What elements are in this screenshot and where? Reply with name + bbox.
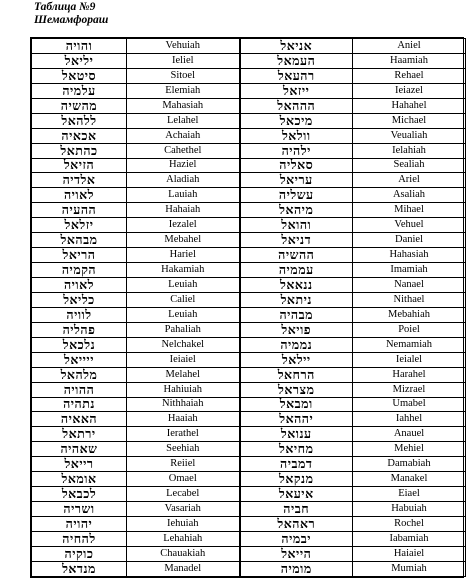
latin-name-right: Nithael bbox=[353, 292, 466, 307]
latin-name-left: Manadel bbox=[127, 561, 240, 576]
hebrew-name-right: יבמיה bbox=[240, 531, 353, 546]
latin-name-right: Hahasiah bbox=[353, 248, 466, 263]
hebrew-name-left: אומאל bbox=[32, 472, 127, 487]
table-row bbox=[32, 53, 466, 68]
latin-name-left: Ieliel bbox=[127, 53, 240, 68]
hebrew-name-right: ניתאל bbox=[240, 292, 353, 307]
hebrew-name-left: נלכאל bbox=[32, 337, 127, 352]
latin-name-left: Aladiah bbox=[127, 173, 240, 188]
table-row bbox=[32, 367, 466, 382]
latin-name-right: Rochel bbox=[353, 517, 466, 532]
table-row bbox=[32, 472, 466, 487]
hebrew-name-right: ייזאל bbox=[240, 83, 353, 98]
latin-name-right: Mehiel bbox=[353, 442, 466, 457]
table-row bbox=[32, 188, 466, 203]
latin-name-right: Iabamiah bbox=[353, 531, 466, 546]
hebrew-name-right: דמביה bbox=[240, 457, 353, 472]
hebrew-name-left: הקמיה bbox=[32, 263, 127, 278]
hebrew-name-left: ללהאל bbox=[32, 113, 127, 128]
latin-name-left: Mahasiah bbox=[127, 98, 240, 113]
hebrew-name-right: סאליה bbox=[240, 158, 353, 173]
hebrew-name-right: מיהאל bbox=[240, 203, 353, 218]
hebrew-name-right: הההאל bbox=[240, 98, 353, 113]
table-row bbox=[32, 382, 466, 397]
table-row bbox=[32, 397, 466, 412]
latin-name-left: Lelahel bbox=[127, 113, 240, 128]
latin-name-right: Rehael bbox=[353, 68, 466, 83]
latin-name-left: Ieiaiel bbox=[127, 352, 240, 367]
table-row bbox=[32, 248, 466, 263]
latin-name-left: Iehuiah bbox=[127, 517, 240, 532]
hebrew-name-left: נתהיה bbox=[32, 397, 127, 412]
hebrew-name-left: מנדאל bbox=[32, 561, 127, 576]
latin-name-right: Damabiah bbox=[353, 457, 466, 472]
table-row bbox=[32, 337, 466, 352]
latin-name-right: Veualiah bbox=[353, 128, 466, 143]
hebrew-name-left: רייאל bbox=[32, 457, 127, 472]
latin-name-right: Hahahel bbox=[353, 98, 466, 113]
hebrew-name-right: מיכאל bbox=[240, 113, 353, 128]
latin-name-left: Hakamiah bbox=[127, 263, 240, 278]
hebrew-name-left: יזלאל bbox=[32, 218, 127, 233]
hebrew-name-right: יההאל bbox=[240, 412, 353, 427]
angel-names-table bbox=[30, 37, 464, 578]
latin-name-right: Haiaiel bbox=[353, 546, 466, 561]
hebrew-name-left: סיטאל bbox=[32, 68, 127, 83]
latin-name-right: Iahhel bbox=[353, 412, 466, 427]
hebrew-name-right: ננאאל bbox=[240, 278, 353, 293]
hebrew-name-right: הייאל bbox=[240, 546, 353, 561]
table-row bbox=[32, 113, 466, 128]
latin-name-left: Seehiah bbox=[127, 442, 240, 457]
latin-name-left: Melahel bbox=[127, 367, 240, 382]
hebrew-name-right: מצראל bbox=[240, 382, 353, 397]
latin-name-right: Manakel bbox=[353, 472, 466, 487]
hebrew-name-left: יליאל bbox=[32, 53, 127, 68]
table-row bbox=[32, 427, 466, 442]
hebrew-name-left: לאויה bbox=[32, 278, 127, 293]
latin-name-right: Umabel bbox=[353, 397, 466, 412]
latin-name-left: Iezalel bbox=[127, 218, 240, 233]
table-row bbox=[32, 502, 466, 517]
table-row bbox=[32, 457, 466, 472]
latin-name-right: Harahel bbox=[353, 367, 466, 382]
hebrew-name-left: כליאל bbox=[32, 292, 127, 307]
table-subtitle: Шемамфораш bbox=[34, 14, 109, 26]
table-row bbox=[32, 218, 466, 233]
latin-name-right: Ielahiah bbox=[353, 143, 466, 158]
latin-name-right: Asaliah bbox=[353, 188, 466, 203]
latin-name-left: Achaiah bbox=[127, 128, 240, 143]
table-row bbox=[32, 39, 466, 54]
latin-name-right: Mizrael bbox=[353, 382, 466, 397]
table-row bbox=[32, 158, 466, 173]
latin-name-right: Ieialel bbox=[353, 352, 466, 367]
hebrew-name-right: דניאל bbox=[240, 233, 353, 248]
latin-name-left: Reiiel bbox=[127, 457, 240, 472]
latin-name-left: Leuiah bbox=[127, 307, 240, 322]
latin-name-right: Aniel bbox=[353, 39, 466, 54]
latin-name-left: Vasariah bbox=[127, 502, 240, 517]
latin-name-left: Vehuiah bbox=[127, 39, 240, 54]
hebrew-name-right: פויאל bbox=[240, 322, 353, 337]
hebrew-name-left: ההעיה bbox=[32, 203, 127, 218]
hebrew-name-left: מבהאל bbox=[32, 233, 127, 248]
latin-name-left: Hahiuiah bbox=[127, 382, 240, 397]
latin-name-left: Chauakiah bbox=[127, 546, 240, 561]
latin-name-left: Hahaiah bbox=[127, 203, 240, 218]
latin-name-left: Ierathel bbox=[127, 427, 240, 442]
hebrew-name-right: נממיה bbox=[240, 337, 353, 352]
hebrew-name-right: עריאל bbox=[240, 173, 353, 188]
latin-name-left: Cahethel bbox=[127, 143, 240, 158]
hebrew-name-left: לאויה bbox=[32, 188, 127, 203]
latin-name-left: Elemiah bbox=[127, 83, 240, 98]
hebrew-name-left: לוויה bbox=[32, 307, 127, 322]
table-row bbox=[32, 322, 466, 337]
latin-name-left: Leuiah bbox=[127, 278, 240, 293]
table-row bbox=[32, 531, 466, 546]
table-row bbox=[32, 442, 466, 457]
table-row bbox=[32, 517, 466, 532]
hebrew-name-right: וולאל bbox=[240, 128, 353, 143]
hebrew-name-left: האאיה bbox=[32, 412, 127, 427]
hebrew-name-right: ענואל bbox=[240, 427, 353, 442]
hebrew-name-right: והואל bbox=[240, 218, 353, 233]
table-row bbox=[32, 278, 466, 293]
hebrew-name-right: חביה bbox=[240, 502, 353, 517]
hebrew-name-left: כהתאל bbox=[32, 143, 127, 158]
hebrew-name-right: עשליה bbox=[240, 188, 353, 203]
hebrew-name-right: מחיאל bbox=[240, 442, 353, 457]
table-row bbox=[32, 233, 466, 248]
hebrew-name-right: עממיה bbox=[240, 263, 353, 278]
latin-name-left: Pahaliah bbox=[127, 322, 240, 337]
latin-name-right: Michael bbox=[353, 113, 466, 128]
table-row bbox=[32, 173, 466, 188]
latin-name-left: Haaiah bbox=[127, 412, 240, 427]
latin-name-left: Lauiah bbox=[127, 188, 240, 203]
hebrew-name-right: מבהיה bbox=[240, 307, 353, 322]
latin-name-left: Lecabel bbox=[127, 487, 240, 502]
latin-name-right: Poiel bbox=[353, 322, 466, 337]
latin-name-left: Caliel bbox=[127, 292, 240, 307]
hebrew-name-right: מומיה bbox=[240, 561, 353, 576]
latin-name-right: Habuiah bbox=[353, 502, 466, 517]
hebrew-name-right: ומבאל bbox=[240, 397, 353, 412]
hebrew-name-left: עלמיה bbox=[32, 83, 127, 98]
hebrew-name-left: ושריה bbox=[32, 502, 127, 517]
table-row bbox=[32, 143, 466, 158]
table-row bbox=[32, 203, 466, 218]
table-row bbox=[32, 561, 466, 576]
hebrew-name-right: איעאל bbox=[240, 487, 353, 502]
latin-name-right: Nemamiah bbox=[353, 337, 466, 352]
hebrew-name-left: להחיה bbox=[32, 531, 127, 546]
hebrew-name-right: ראהאל bbox=[240, 517, 353, 532]
hebrew-name-right: מנקאל bbox=[240, 472, 353, 487]
table-row bbox=[32, 352, 466, 367]
hebrew-name-right: העמאל bbox=[240, 53, 353, 68]
hebrew-name-right: הרחאל bbox=[240, 367, 353, 382]
latin-name-left: Nithhaiah bbox=[127, 397, 240, 412]
hebrew-name-left: ייייאל bbox=[32, 352, 127, 367]
latin-name-right: Vehuel bbox=[353, 218, 466, 233]
hebrew-name-left: כוקיה bbox=[32, 546, 127, 561]
hebrew-name-left: מלהאל bbox=[32, 367, 127, 382]
table-row bbox=[32, 263, 466, 278]
table-row bbox=[32, 307, 466, 322]
latin-name-right: Sealiah bbox=[353, 158, 466, 173]
table-row bbox=[32, 128, 466, 143]
hebrew-name-left: הזיאל bbox=[32, 158, 127, 173]
hebrew-name-left: והויה bbox=[32, 39, 127, 54]
latin-name-right: Ieiazel bbox=[353, 83, 466, 98]
latin-name-left: Sitoel bbox=[127, 68, 240, 83]
latin-name-right: Daniel bbox=[353, 233, 466, 248]
hebrew-name-left: אלדיה bbox=[32, 173, 127, 188]
hebrew-name-right: ההשיה bbox=[240, 248, 353, 263]
table-row bbox=[32, 546, 466, 561]
hebrew-name-right: ילהיה bbox=[240, 143, 353, 158]
latin-name-right: Eiael bbox=[353, 487, 466, 502]
table-number-title: Таблица №9 bbox=[34, 1, 96, 13]
latin-name-right: Ariel bbox=[353, 173, 466, 188]
hebrew-name-left: ההויה bbox=[32, 382, 127, 397]
hebrew-name-left: מהשיה bbox=[32, 98, 127, 113]
table-row bbox=[32, 83, 466, 98]
hebrew-name-left: ירתאל bbox=[32, 427, 127, 442]
hebrew-name-left: פהליה bbox=[32, 322, 127, 337]
hebrew-name-left: לכבאל bbox=[32, 487, 127, 502]
hebrew-name-right: יילאל bbox=[240, 352, 353, 367]
hebrew-name-right: רהעאל bbox=[240, 68, 353, 83]
latin-name-left: Hariel bbox=[127, 248, 240, 263]
latin-name-left: Mebahel bbox=[127, 233, 240, 248]
hebrew-name-left: יהויה bbox=[32, 517, 127, 532]
hebrew-name-right: אניאל bbox=[240, 39, 353, 54]
latin-name-right: Mebahiah bbox=[353, 307, 466, 322]
table-row bbox=[32, 68, 466, 83]
table-row bbox=[32, 412, 466, 427]
latin-name-right: Mihael bbox=[353, 203, 466, 218]
hebrew-name-left: הריאל bbox=[32, 248, 127, 263]
table-row bbox=[32, 487, 466, 502]
latin-name-right: Imamiah bbox=[353, 263, 466, 278]
hebrew-name-left: אכאיה bbox=[32, 128, 127, 143]
latin-name-left: Nelchakel bbox=[127, 337, 240, 352]
latin-name-left: Omael bbox=[127, 472, 240, 487]
latin-name-left: Haziel bbox=[127, 158, 240, 173]
table-row bbox=[32, 98, 466, 113]
latin-name-right: Mumiah bbox=[353, 561, 466, 576]
table-body bbox=[32, 39, 466, 577]
hebrew-name-left: שאהיה bbox=[32, 442, 127, 457]
latin-name-left: Lehahiah bbox=[127, 531, 240, 546]
table-row bbox=[32, 292, 466, 307]
latin-name-right: Nanael bbox=[353, 278, 466, 293]
latin-name-right: Anauel bbox=[353, 427, 466, 442]
latin-name-right: Haamiah bbox=[353, 53, 466, 68]
